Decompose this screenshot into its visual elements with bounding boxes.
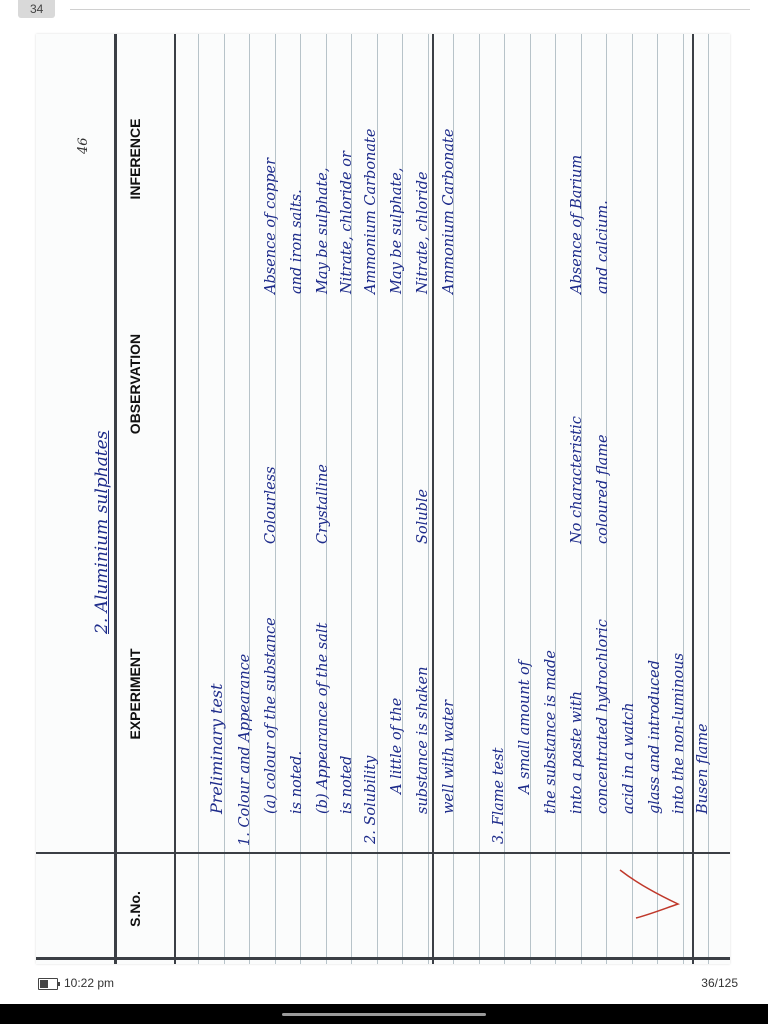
notebook-page — [36, 34, 730, 964]
experiment-line: glass and introduced — [647, 660, 663, 814]
ruled-line — [224, 34, 225, 964]
inference-line: May be sulphate, — [315, 167, 331, 294]
header-observation: OBSERVATION — [127, 333, 143, 435]
ruled-line — [657, 34, 658, 964]
viewer-top-bar — [0, 0, 768, 22]
experiment-line: into a paste with — [569, 691, 585, 814]
red-tick-mark-icon — [616, 866, 686, 926]
experiment-line: acid in a watch — [621, 702, 637, 814]
observation-column-border — [692, 34, 694, 964]
experiment-line: (a) colour of the substance — [263, 617, 279, 814]
battery-icon — [38, 978, 58, 990]
experiment-line: A small amount of — [517, 660, 533, 794]
inference-line: Ammonium Carbonate — [441, 128, 457, 294]
inference-line: Nitrate, chloride or — [339, 151, 355, 294]
inference-line: May be sulphate, — [389, 167, 405, 294]
inference-line: and iron salts. — [289, 189, 305, 294]
header-sno: S.No. — [127, 891, 143, 927]
ruled-line — [683, 34, 684, 964]
experiment-line: A little of the — [389, 697, 405, 794]
home-gesture-bar[interactable] — [282, 1013, 486, 1016]
experiment-line: is noted — [339, 755, 355, 814]
ruled-line — [530, 34, 531, 964]
inference-line: Absence of Barium — [569, 154, 585, 294]
experiment-line: 1. Colour and Appearance — [237, 653, 253, 846]
page-progress-line — [70, 9, 750, 10]
observation-line: No characteristic — [569, 416, 585, 544]
experiment-line: 3. Flame test — [491, 747, 507, 844]
inference-line: Absence of copper — [263, 157, 279, 294]
experiment-line: (b) Appearance of the salt — [315, 622, 331, 814]
experiment-line: substance is shaken — [415, 666, 431, 814]
experiment-line: Busen flame — [695, 723, 711, 814]
observation-line: coloured flame — [595, 434, 611, 544]
experiment-line: concentrated hydrochloric — [595, 619, 611, 814]
experiment-line: the substance is made — [543, 650, 559, 814]
ruled-line — [708, 34, 709, 964]
ruled-line — [555, 34, 556, 964]
observation-line: Soluble — [415, 488, 431, 544]
ruled-line — [300, 34, 301, 964]
table-top-border — [114, 34, 117, 964]
system-navigation-bar — [0, 1004, 768, 1024]
inference-line: and calcium. — [595, 200, 611, 294]
header-experiment: EXPERIMENT — [127, 648, 143, 740]
handwritten-page-number: 46 — [76, 137, 91, 154]
experiment-line: into the non-luminous — [671, 652, 687, 814]
page-counter: 36/125 — [701, 976, 738, 990]
inference-line: Nitrate, chloride — [415, 171, 431, 294]
clock-time: 10:22 pm — [64, 976, 115, 990]
page-title: 2. Aluminium sulphates — [92, 430, 112, 634]
rotated-page-content — [36, 34, 730, 964]
ruled-line — [632, 34, 633, 964]
sno-column-border — [174, 34, 176, 964]
experiment-line: Preliminary test — [207, 683, 226, 814]
ruled-line — [479, 34, 480, 964]
ruled-line — [198, 34, 199, 964]
header-inference: INFERENCE — [127, 118, 143, 200]
experiment-line: well with water — [441, 699, 457, 814]
observation-line: Crystalline — [315, 464, 331, 544]
experiment-line: 2. Solubility — [363, 755, 379, 844]
experiment-line: is noted. — [289, 750, 305, 814]
viewer-status-bar — [0, 968, 768, 1004]
observation-line: Colourless — [263, 466, 279, 544]
page-number-badge[interactable]: 34 — [18, 0, 55, 18]
inference-line: Ammonium Carbonate — [363, 128, 379, 294]
